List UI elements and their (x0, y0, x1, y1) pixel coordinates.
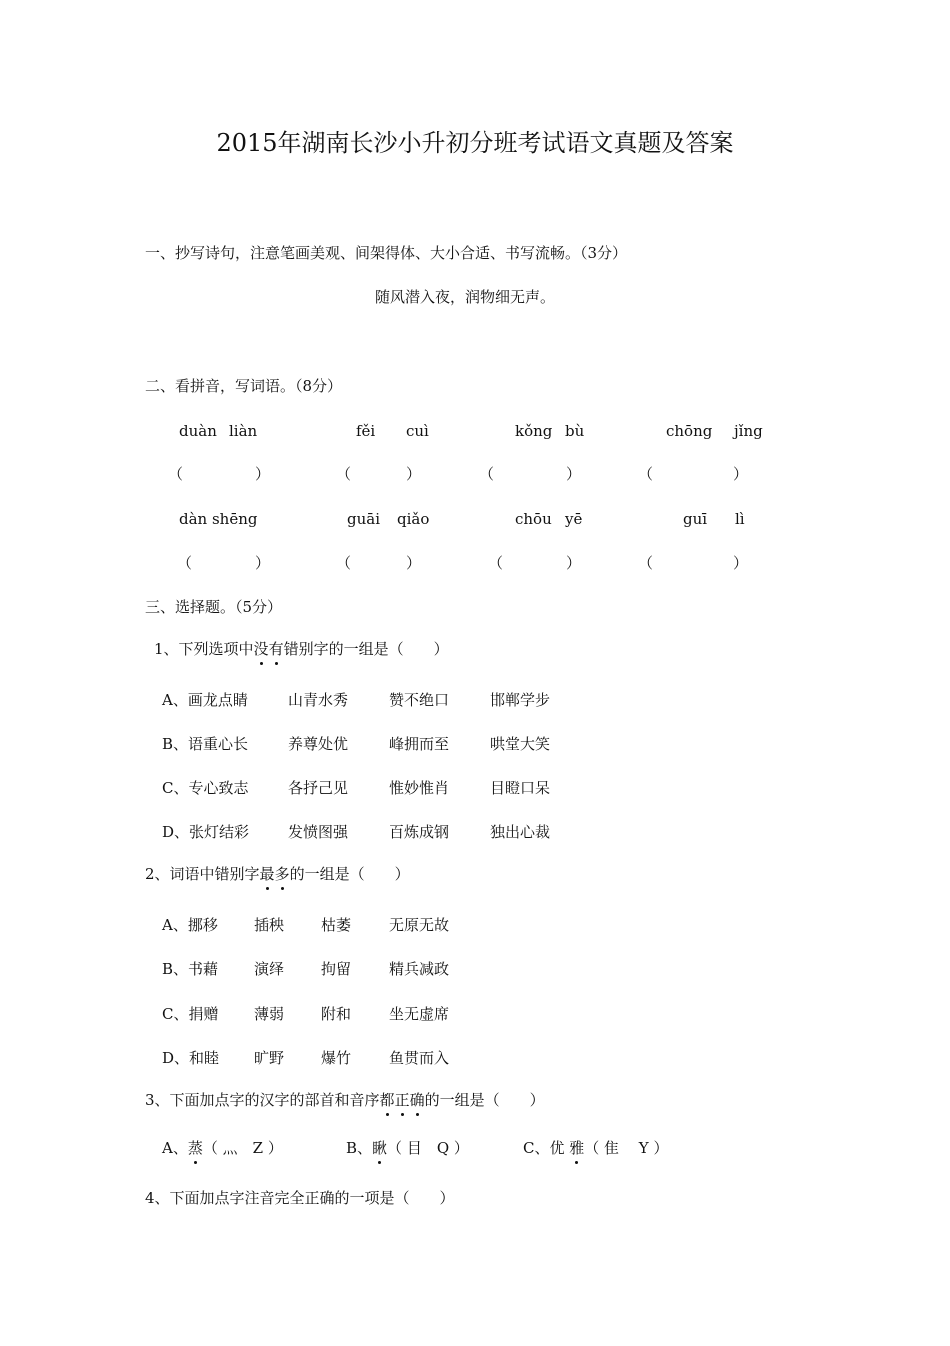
option-text: 枯萎 (321, 916, 352, 934)
option-text: 惟妙惟肖 (389, 779, 450, 797)
pinyin: guāi (347, 510, 381, 528)
section-2-heading: 二、看拼音，写词语。（8分） (145, 377, 343, 395)
emphasis-char: 正 (394, 1091, 410, 1109)
option-text: 各抒己见 (288, 779, 349, 797)
option-text: 无原无故 (389, 916, 450, 934)
option-text: A、挪移 (162, 916, 218, 934)
pinyin: qiǎo (397, 510, 430, 528)
pinyin: kǒng (515, 422, 553, 440)
option-text: 爆竹 (321, 1049, 352, 1067)
answer-blank-open: （ (168, 465, 184, 483)
option-text: 目瞪口呆 (490, 779, 551, 797)
pinyin: liàn (229, 422, 258, 440)
emphasis-char: 蒸 (187, 1139, 203, 1157)
option-text: 附和 (321, 1005, 352, 1023)
option-text: 精兵减政 (389, 960, 450, 978)
option-text: 拘留 (321, 960, 352, 978)
section-3-heading: 三、选择题。（5分） (145, 598, 283, 616)
option-text: 发愤图强 (288, 823, 349, 841)
option-text: 峰拥而至 (389, 735, 450, 753)
answer-blank-close: ） (733, 465, 749, 483)
emphasis-char: 都 (379, 1091, 395, 1109)
page-title: 2015年湖南长沙小升初分班考试语文真题及答案 (216, 129, 734, 157)
answer-blank-close: ） (566, 465, 582, 483)
option-text: 百炼成钢 (389, 823, 450, 841)
pinyin: duàn (179, 422, 217, 440)
option-text: B、书藉 (162, 960, 219, 978)
emphasis-char: 没 (253, 640, 269, 658)
emphasis-char: 最 (259, 865, 275, 883)
option-text: 插秧 (254, 916, 285, 934)
pinyin: chōng (666, 422, 713, 440)
pinyin: fěi (356, 422, 376, 440)
answer-blank-close: ） (566, 554, 582, 572)
pinyin: guī (683, 510, 708, 528)
answer-blank-close: ） (733, 554, 749, 572)
option-text: 山青水秀 (288, 691, 349, 709)
option-text: 哄堂大笑 (490, 735, 551, 753)
pinyin: cuì (406, 422, 429, 440)
pinyin: yē (565, 510, 583, 528)
pinyin: bù (565, 422, 585, 440)
answer-blank-open: （ (479, 465, 495, 483)
option-text: 赞不绝口 (389, 691, 450, 709)
question-2: 2、词语中错别字最多的一组是（ ） (145, 865, 410, 883)
emphasis-char: 确 (409, 1091, 425, 1109)
option-text: 独出心裁 (490, 823, 551, 841)
emphasis-char: 瞅 (372, 1139, 388, 1157)
pinyin: jǐng (734, 422, 763, 440)
answer-blank-close: ） (406, 554, 422, 572)
option-text: B、语重心长 (162, 735, 249, 753)
pinyin: dàn shēng (179, 510, 258, 528)
option-text: 坐无虚席 (389, 1005, 450, 1023)
option-text: 养尊处优 (288, 735, 349, 753)
answer-blank-open: （ (336, 465, 352, 483)
answer-blank-close: ） (406, 465, 422, 483)
option-text: 旷野 (254, 1049, 285, 1067)
option-text: D、张灯结彩 (162, 823, 250, 841)
question-1: 1、下列选项中没有错别字的一组是（ ） (154, 640, 449, 658)
option-a: A、蒸（ 灬 Z ） (162, 1139, 283, 1157)
emphasis-char: 雅 (569, 1139, 585, 1157)
option-text: 演绎 (254, 960, 285, 978)
emphasis-char: 多 (274, 865, 290, 883)
answer-blank-open: （ (336, 554, 352, 572)
question-4: 4、下面加点字注音完全正确的一项是（ ） (145, 1189, 455, 1207)
option-text: C、捐赠 (162, 1005, 219, 1023)
option-b: B、瞅（ 目 Q ） (346, 1139, 469, 1157)
pinyin: lì (735, 510, 745, 528)
answer-blank-open: （ (638, 554, 654, 572)
answer-blank-open: （ (638, 465, 654, 483)
option-text: C、专心致志 (162, 779, 249, 797)
answer-blank-close: ） (255, 554, 271, 572)
option-text: 鱼贯而入 (389, 1049, 450, 1067)
answer-blank-open: （ (177, 554, 193, 572)
option-text: A、画龙点睛 (162, 691, 248, 709)
answer-blank-open: （ (488, 554, 504, 572)
option-text: 薄弱 (254, 1005, 285, 1023)
option-text: 邯郸学步 (490, 691, 551, 709)
option-c: C、优 雅（ 隹 Y ） (523, 1139, 669, 1157)
question-3: 3、下面加点字的汉字的部首和音序都正确的一组是（ ） (145, 1091, 545, 1109)
section-1-heading: 一、抄写诗句，注意笔画美观、间架得体、大小合适、书写流畅。（3分） (145, 244, 628, 262)
pinyin: chōu (515, 510, 552, 528)
emphasis-char: 有 (268, 640, 284, 658)
option-text: D、和睦 (162, 1049, 220, 1067)
poem-line: 随风潜入夜，润物细无声。 (375, 288, 556, 306)
answer-blank-close: ） (255, 465, 271, 483)
